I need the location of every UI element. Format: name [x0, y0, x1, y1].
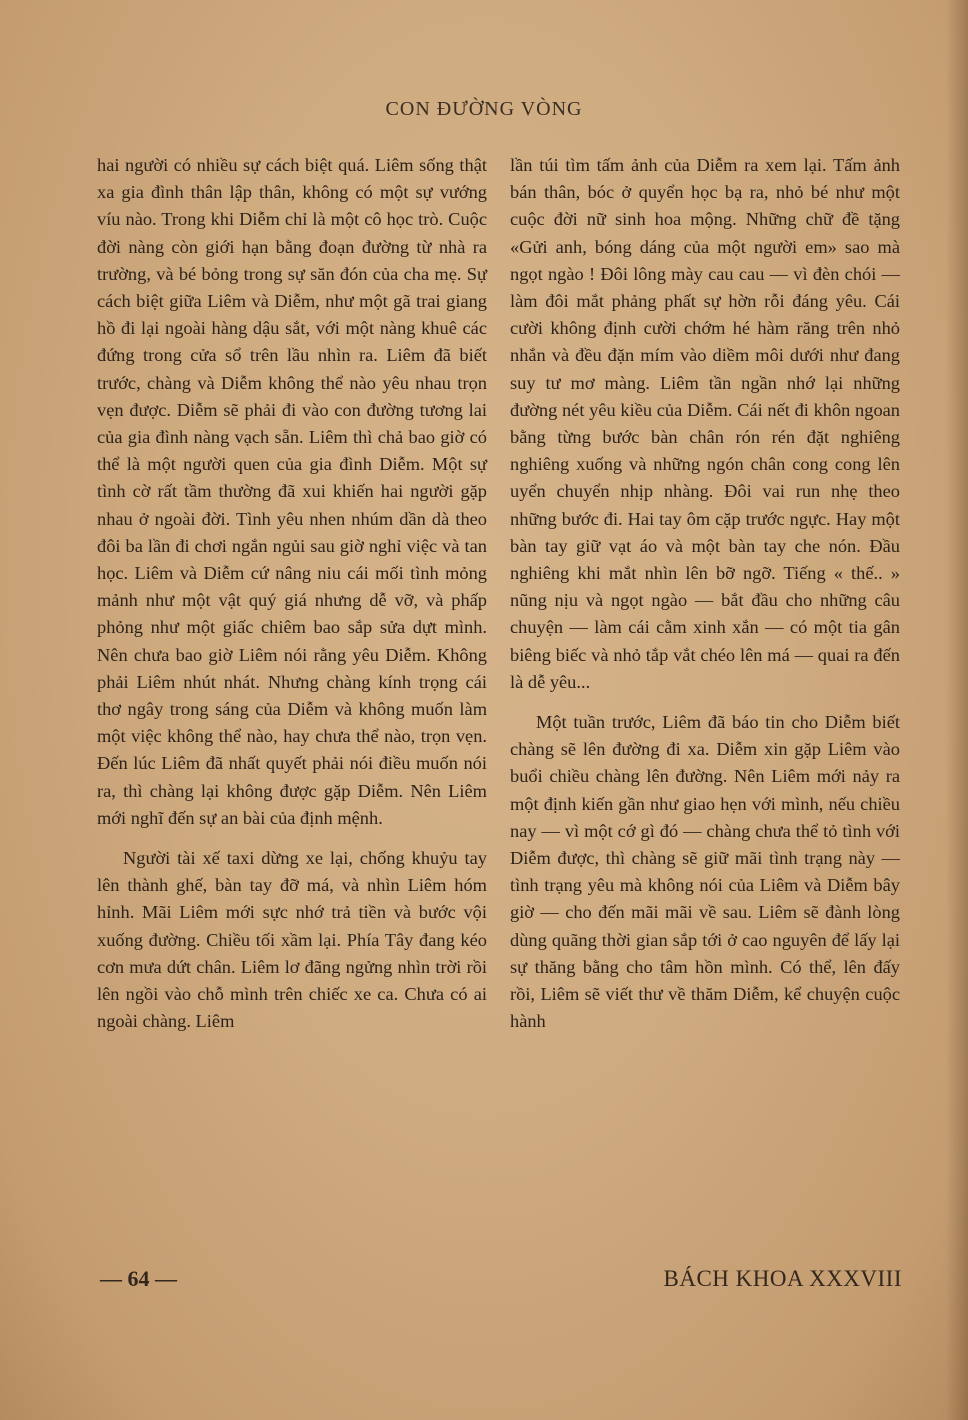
page-edge-shadow	[946, 0, 968, 1420]
paragraph: Một tuần trước, Liêm đã báo tin cho Diễm biết chàng sẽ lên đường đi xa. Diễm xin gặp Liêm vào buổi chiều chàng lên đường. Nên Liêm mới nảy ra một định kiến gần như giao hẹn với mình, nếu chiều nay — vì một cớ gì đó — chàng chưa thể tỏ tình với Diễm được, thì chàng sẽ giữ mãi tình trạng này — tình trạng yêu mà không nói của Liêm và Diễm bây giờ — cho đến mãi mãi về sau. Liêm sẽ đành lòng dùng quãng thời gian sắp tới ở cao nguyên để lấy lại sự thăng bằng cho tâm hồn mình. Có thể, lên đấy rồi, Liêm sẽ viết thư về thăm Diễm, kể chuyện cuộc hành	[510, 712, 900, 1032]
paragraph: Người tài xế taxi dừng xe lại, chống khuỷu tay lên thành ghế, bàn tay đỡ má, và nhìn Liêm hóm hỉnh. Mãi Liêm mới sực nhớ trả tiền và bước vội xuống đường. Chiều tối xầm lại. Phía Tây đang kéo cơn mưa dứt chân. Liêm lơ đãng ngửng nhìn trời rồi lên ngồi vào chỗ mình trên chiếc xe ca. Chưa có ai ngoài chàng. Liêm	[97, 848, 487, 1032]
page-title: CON ĐƯỜNG VÒNG	[385, 98, 583, 120]
page-number: — 64 —	[100, 1266, 177, 1291]
publication-name: BÁCH KHOA XXXVIII	[663, 1266, 902, 1291]
paragraph-gap	[510, 696, 900, 709]
paragraph: hai người có nhiều sự cách biệt quá. Liêm sống thật xa gia đình thân lập thân, không có một sự vướng víu nào. Trong khi Diễm chỉ là một cô học trò. Cuộc đời nàng còn giới hạn bằng đoạn đường từ nhà ra trường, và bé bỏng trong sự săn đón của cha mẹ. Sự cách biệt giữa Liêm và Diễm, như một gã trai giang hồ đi lại ngoài hàng dậu sắt, với một nàng khuê các đứng trong cửa sổ trên lầu nhìn ra. Liêm đã biết trước, chàng và Diễm không thể nào yêu nhau trọn vẹn được. Diễm sẽ phải đi vào con đường tương lai của gia đình nàng vạch sẵn. Liêm thì chả bao giờ có thể là một người quen của gia đình Diễm. Một sự tình cờ rất tầm thường đã xui khiến hai người gặp nhau ở ngoài đời. Tình yêu nhen nhúm dần dà theo đôi ba lần đi chơi ngắn ngủi sau giờ nghỉ việc và tan học. Liêm và Diễm cứ nâng niu cái mối tình mỏng mảnh như một vật quý giá nhưng dễ vỡ, và phấp phỏng như một giấc chiêm bao sắp sửa dựt mình. Nên chưa bao giờ Liêm nói rằng yêu Diễm. Không phải Liêm nhút nhát. Nhưng chàng kính trọng cái thơ ngây trong sáng của Diễm và không muốn làm một việc không thể nào, hay chưa thể nào, trọn vẹn. Đến lúc Liêm đã nhất quyết phải nói điều muốn nói ra, thì chàng lại không được gặp Diễm. Nên Liêm mới nghĩ đến sự an bài của định mệnh.	[97, 155, 487, 828]
text-column-right	[510, 152, 900, 1036]
paragraph-gap	[97, 832, 487, 845]
paragraph: lần túi tìm tấm ảnh của Diễm ra xem lại. Tấm ảnh bán thân, bóc ở quyển học bạ ra, nhỏ bé như một cuộc đời nữ sinh hoa mộng. Những chữ đề tặng «Gửi anh, bóng dáng của một người em» sao mà ngọt ngào ! Đôi lông mày cau cau — vì đèn chói — làm đôi mắt phảng phất sự hờn rỗi đáng yêu. Cái cười không định cười chớm hé hàm răng trên nhỏ nhắn và đều đặn mím vào diềm môi dưới như đang suy tư mơ màng. Liêm tần ngần nhớ lại những đường nét yêu kiều của Diễm. Cái nết đi khôn ngoan bằng từng bước bàn chân rón rén đặt nghiêng nghiêng xuống và những ngón chân cong cong lên uyển chuyển nhịp nhàng. Đôi vai run nhẹ theo những bước đi. Hai tay ôm cặp trước ngực. Hay một bàn tay giữ vạt áo và một bàn tay che nón. Đầu nghiêng khi mắt nhìn lên bỡ ngỡ. Tiếng « thế.. » nũng nịu và ngọt ngào — bắt đầu cho những câu chuyện — làm cái cằm xinh xắn — có một tia gân biêng biếc và nhỏ tắp vắt chéo lên má — quai ra đến là dễ yêu...	[510, 155, 900, 692]
text-column-left	[97, 152, 487, 1036]
